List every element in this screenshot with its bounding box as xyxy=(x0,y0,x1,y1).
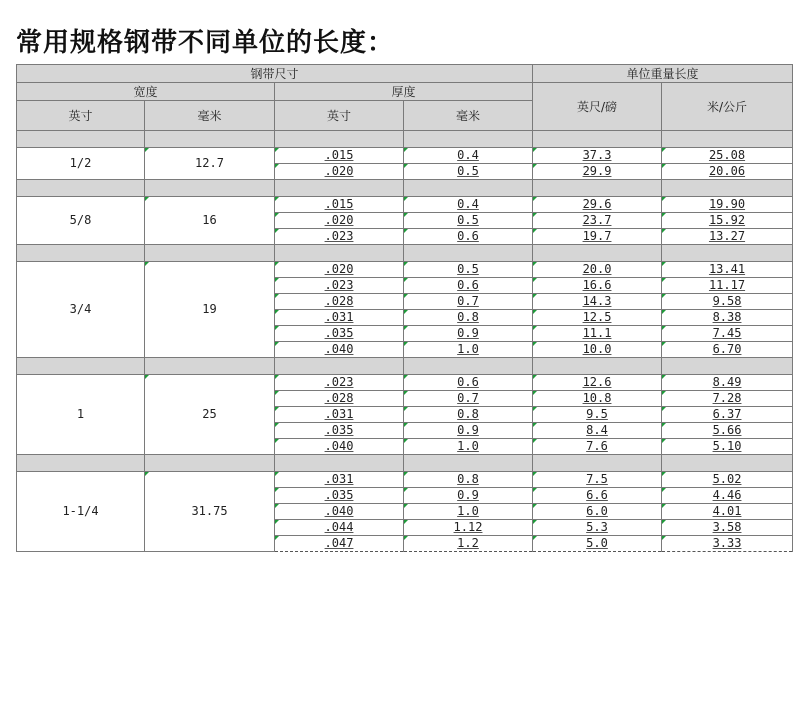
thickness-inch-cell[interactable]: .020 xyxy=(275,164,404,180)
width-inch-cell[interactable]: 1/2 xyxy=(17,148,145,180)
thickness-mm-cell[interactable]: 1.12 xyxy=(404,520,533,536)
separator-cell[interactable] xyxy=(275,455,404,472)
separator-cell[interactable] xyxy=(533,455,662,472)
thickness-mm-cell[interactable]: 0.5 xyxy=(404,164,533,180)
width-inch-cell[interactable]: 5/8 xyxy=(17,197,145,245)
ft-per-lb-cell[interactable]: 20.0 xyxy=(533,262,662,278)
table-row xyxy=(17,472,793,488)
thickness-mm-cell[interactable]: 0.6 xyxy=(404,278,533,294)
thickness-inch-cell[interactable]: .040 xyxy=(275,504,404,520)
thickness-mm-cell[interactable]: 0.6 xyxy=(404,229,533,245)
separator-cell[interactable] xyxy=(662,358,793,375)
separator-cell[interactable] xyxy=(275,131,404,148)
thickness-mm-cell[interactable]: 1.0 xyxy=(404,342,533,358)
group-separator-row xyxy=(17,131,793,148)
ft-per-lb-cell[interactable]: 6.6 xyxy=(533,488,662,504)
header-thickness-mm[interactable]: 毫米 xyxy=(404,101,533,131)
ft-per-lb-cell[interactable]: 23.7 xyxy=(533,213,662,229)
thickness-inch-cell[interactable]: .035 xyxy=(275,326,404,342)
separator-cell[interactable] xyxy=(17,180,145,197)
separator-cell[interactable] xyxy=(275,180,404,197)
page-title: 常用规格钢带不同单位的长度： xyxy=(16,28,395,58)
separator-cell[interactable] xyxy=(662,455,793,472)
ft-per-lb-cell[interactable]: 10.8 xyxy=(533,391,662,407)
ft-per-lb-cell[interactable]: 11.1 xyxy=(533,326,662,342)
header-thickness-inch[interactable]: 英寸 xyxy=(275,101,404,131)
thickness-inch-cell[interactable]: .020 xyxy=(275,213,404,229)
width-inch-cell[interactable]: 3/4 xyxy=(17,262,145,358)
ft-per-lb-cell[interactable]: 9.5 xyxy=(533,407,662,423)
m-per-kg-cell[interactable]: 4.46 xyxy=(662,488,793,504)
m-per-kg-cell[interactable]: 4.01 xyxy=(662,504,793,520)
thickness-inch-cell[interactable]: .047 xyxy=(275,536,404,552)
separator-cell[interactable] xyxy=(145,245,275,262)
width-inch-cell[interactable]: 1-1/4 xyxy=(17,472,145,552)
group-separator-row xyxy=(17,358,793,375)
m-per-kg-cell[interactable]: 6.37 xyxy=(662,407,793,423)
m-per-kg-cell[interactable]: 19.90 xyxy=(662,197,793,213)
separator-cell[interactable] xyxy=(404,245,533,262)
separator-cell[interactable] xyxy=(404,131,533,148)
ft-per-lb-cell[interactable]: 12.5 xyxy=(533,310,662,326)
thickness-inch-cell[interactable]: .023 xyxy=(275,229,404,245)
thickness-mm-cell[interactable]: 0.5 xyxy=(404,262,533,278)
ft-per-lb-cell[interactable]: 16.6 xyxy=(533,278,662,294)
ft-per-lb-cell[interactable]: 19.7 xyxy=(533,229,662,245)
m-per-kg-cell[interactable]: 9.58 xyxy=(662,294,793,310)
group-separator-row xyxy=(17,180,793,197)
thickness-mm-cell[interactable]: 0.6 xyxy=(404,375,533,391)
separator-cell[interactable] xyxy=(145,131,275,148)
thickness-inch-cell[interactable]: .040 xyxy=(275,439,404,455)
thickness-mm-cell[interactable]: 0.9 xyxy=(404,326,533,342)
header-thickness[interactable]: 厚度 xyxy=(275,83,533,101)
ft-per-lb-cell[interactable]: 7.6 xyxy=(533,439,662,455)
width-mm-cell[interactable]: 25 xyxy=(145,375,275,455)
width-mm-cell[interactable]: 12.7 xyxy=(145,148,275,180)
separator-cell[interactable] xyxy=(17,455,145,472)
table-header xyxy=(17,65,793,131)
ft-per-lb-cell[interactable]: 5.3 xyxy=(533,520,662,536)
ft-per-lb-cell[interactable]: 14.3 xyxy=(533,294,662,310)
thickness-inch-cell[interactable]: .040 xyxy=(275,342,404,358)
table-row xyxy=(17,375,793,391)
thickness-inch-cell[interactable]: .015 xyxy=(275,148,404,164)
header-m-per-kg[interactable]: 米/公斤 xyxy=(662,83,793,131)
width-mm-cell[interactable]: 19 xyxy=(145,262,275,358)
m-per-kg-cell[interactable]: 7.45 xyxy=(662,326,793,342)
thickness-mm-cell[interactable]: 0.8 xyxy=(404,407,533,423)
m-per-kg-cell[interactable]: 7.28 xyxy=(662,391,793,407)
m-per-kg-cell[interactable]: 5.02 xyxy=(662,472,793,488)
m-per-kg-cell[interactable]: 8.49 xyxy=(662,375,793,391)
separator-cell[interactable] xyxy=(145,180,275,197)
table-body xyxy=(17,131,793,552)
thickness-inch-cell[interactable]: .035 xyxy=(275,423,404,439)
thickness-mm-cell[interactable]: 0.9 xyxy=(404,423,533,439)
separator-cell[interactable] xyxy=(17,131,145,148)
separator-cell[interactable] xyxy=(404,455,533,472)
table-row xyxy=(17,197,793,213)
thickness-mm-cell[interactable]: 0.4 xyxy=(404,148,533,164)
separator-cell[interactable] xyxy=(533,131,662,148)
header-width[interactable]: 宽度 xyxy=(17,83,275,101)
m-per-kg-cell[interactable]: 11.17 xyxy=(662,278,793,294)
thickness-inch-cell[interactable]: .035 xyxy=(275,488,404,504)
m-per-kg-cell[interactable]: 5.10 xyxy=(662,439,793,455)
ft-per-lb-cell[interactable]: 7.5 xyxy=(533,472,662,488)
thickness-mm-cell[interactable]: 0.4 xyxy=(404,197,533,213)
m-per-kg-cell[interactable]: 13.27 xyxy=(662,229,793,245)
m-per-kg-cell[interactable]: 15.92 xyxy=(662,213,793,229)
thickness-mm-cell[interactable]: 0.8 xyxy=(404,472,533,488)
thickness-mm-cell[interactable]: 0.8 xyxy=(404,310,533,326)
width-inch-cell[interactable]: 1 xyxy=(17,375,145,455)
ft-per-lb-cell[interactable]: 29.9 xyxy=(533,164,662,180)
width-mm-cell[interactable]: 31.75 xyxy=(145,472,275,552)
separator-cell[interactable] xyxy=(145,358,275,375)
thickness-inch-cell[interactable]: .028 xyxy=(275,391,404,407)
table-row xyxy=(17,148,793,164)
thickness-inch-cell[interactable]: .028 xyxy=(275,294,404,310)
group-separator-row xyxy=(17,245,793,262)
separator-cell[interactable] xyxy=(533,358,662,375)
separator-cell[interactable] xyxy=(662,245,793,262)
thickness-mm-cell[interactable]: 0.5 xyxy=(404,213,533,229)
header-ft-per-lb[interactable]: 英尺/磅 xyxy=(533,83,662,131)
ft-per-lb-cell[interactable]: 37.3 xyxy=(533,148,662,164)
separator-cell[interactable] xyxy=(533,180,662,197)
thickness-mm-cell[interactable]: 0.9 xyxy=(404,488,533,504)
thickness-mm-cell[interactable]: 1.2 xyxy=(404,536,533,552)
m-per-kg-cell[interactable]: 3.58 xyxy=(662,520,793,536)
m-per-kg-cell[interactable]: 13.41 xyxy=(662,262,793,278)
m-per-kg-cell[interactable]: 3.33 xyxy=(662,536,793,552)
m-per-kg-cell[interactable]: 6.70 xyxy=(662,342,793,358)
separator-cell[interactable] xyxy=(404,358,533,375)
m-per-kg-cell[interactable]: 5.66 xyxy=(662,423,793,439)
thickness-inch-cell[interactable]: .023 xyxy=(275,375,404,391)
width-mm-cell[interactable]: 16 xyxy=(145,197,275,245)
thickness-inch-cell[interactable]: .020 xyxy=(275,262,404,278)
thickness-inch-cell[interactable]: .044 xyxy=(275,520,404,536)
thickness-inch-cell[interactable]: .023 xyxy=(275,278,404,294)
spec-table xyxy=(16,64,793,552)
m-per-kg-cell[interactable]: 8.38 xyxy=(662,310,793,326)
thickness-mm-cell[interactable]: 1.0 xyxy=(404,439,533,455)
table-row xyxy=(17,262,793,278)
thickness-inch-cell[interactable]: .031 xyxy=(275,472,404,488)
m-per-kg-cell[interactable]: 20.06 xyxy=(662,164,793,180)
thickness-inch-cell[interactable]: .031 xyxy=(275,407,404,423)
thickness-mm-cell[interactable]: 0.7 xyxy=(404,391,533,407)
separator-cell[interactable] xyxy=(17,245,145,262)
separator-cell[interactable] xyxy=(533,245,662,262)
m-per-kg-cell[interactable]: 25.08 xyxy=(662,148,793,164)
ft-per-lb-cell[interactable]: 10.0 xyxy=(533,342,662,358)
ft-per-lb-cell[interactable]: 29.6 xyxy=(533,197,662,213)
thickness-mm-cell[interactable]: 1.0 xyxy=(404,504,533,520)
ft-per-lb-cell[interactable]: 12.6 xyxy=(533,375,662,391)
header-width-inch[interactable]: 英寸 xyxy=(17,101,145,131)
separator-cell[interactable] xyxy=(275,245,404,262)
group-separator-row xyxy=(17,455,793,472)
header-steel-size[interactable]: 钢带尺寸 xyxy=(17,65,533,83)
ft-per-lb-cell[interactable]: 5.0 xyxy=(533,536,662,552)
separator-cell[interactable] xyxy=(17,358,145,375)
separator-cell[interactable] xyxy=(662,131,793,148)
thickness-inch-cell[interactable]: .031 xyxy=(275,310,404,326)
thickness-inch-cell[interactable]: .015 xyxy=(275,197,404,213)
separator-cell[interactable] xyxy=(145,455,275,472)
separator-cell[interactable] xyxy=(662,180,793,197)
header-unit-weight-length[interactable]: 单位重量长度 xyxy=(533,65,793,83)
ft-per-lb-cell[interactable]: 6.0 xyxy=(533,504,662,520)
ft-per-lb-cell[interactable]: 8.4 xyxy=(533,423,662,439)
separator-cell[interactable] xyxy=(404,180,533,197)
header-width-mm[interactable]: 毫米 xyxy=(145,101,275,131)
separator-cell[interactable] xyxy=(275,358,404,375)
thickness-mm-cell[interactable]: 0.7 xyxy=(404,294,533,310)
